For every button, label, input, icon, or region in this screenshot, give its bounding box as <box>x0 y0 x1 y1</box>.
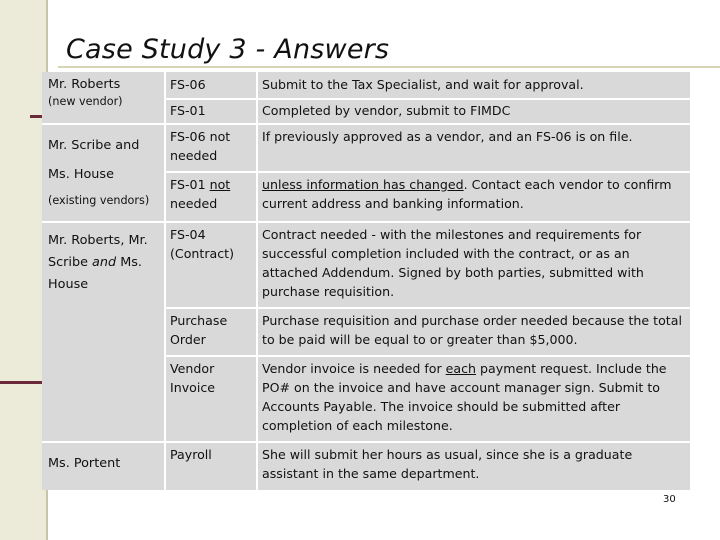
form-payroll: Payroll <box>164 442 256 490</box>
person-name-line2 <box>48 252 158 274</box>
person-name-conjunction: and <box>92 255 117 270</box>
form-fs06: FS-06 <box>164 72 256 98</box>
person-name: Ms. Portent <box>48 456 121 471</box>
person-name-part: Scribe <box>48 255 93 270</box>
page-number: 30 <box>663 494 676 505</box>
table-divider <box>42 441 690 443</box>
desc-fs01-not-needed <box>256 172 690 222</box>
person-name: Mr. Roberts <box>48 77 121 92</box>
form-fs04: FS-04 (Contract) <box>164 222 256 308</box>
person-name-line1: Mr. Scribe and <box>48 138 140 153</box>
form-part: FS-01 <box>170 177 210 192</box>
desc-payroll: She will submit her hours as usual, since she is a graduate assistant in the same department. <box>256 442 690 490</box>
table-divider <box>164 355 690 357</box>
form-vendor-invoice: Vendor Invoice <box>164 356 256 442</box>
title-rule <box>58 66 720 68</box>
person-name-line3: House <box>48 277 89 292</box>
desc-vendor-invoice <box>256 356 690 442</box>
cell-scribe-house <box>42 124 164 222</box>
desc-fs01: Completed by vendor, submit to FIMDC <box>256 98 690 124</box>
table-divider <box>164 171 690 173</box>
cell-all-three <box>42 222 164 442</box>
form-purchase-order: Purchase Order <box>164 308 256 356</box>
table-divider <box>42 221 690 223</box>
form-fs01: FS-01 <box>164 98 256 124</box>
desc-fs06-not-needed: If previously approved as a vendor, and an FS-06 is on file. <box>256 124 690 172</box>
table-divider <box>42 123 690 125</box>
person-note: (existing vendors) <box>48 194 150 207</box>
person-name-part: Ms. <box>116 255 142 270</box>
form-part: needed <box>170 196 218 211</box>
desc-fs04: Contract needed - with the milestones and requirements for successful completion included with the contract, or as an attached Addendum. Signed by both parties, submitted with purchase requisition. <box>256 222 690 308</box>
form-fs06-not-needed: FS-06 not needed <box>164 124 256 172</box>
answers-table <box>42 72 690 490</box>
table-divider <box>164 307 690 309</box>
left-decor-band <box>0 0 46 540</box>
desc-part-underlined: unless information has changed <box>262 177 464 192</box>
desc-fs06: Submit to the Tax Specialist, and wait for approval. <box>256 72 690 98</box>
cell-roberts <box>42 72 164 124</box>
desc-part: . Contact each vendor to confirm current address and banking information. <box>262 177 672 211</box>
slide-title: Case Study 3 - Answers <box>66 34 390 65</box>
form-fs01-not-needed <box>164 172 256 222</box>
table-divider <box>164 72 166 490</box>
decor-accent-bar-lower <box>0 381 48 384</box>
person-name-line1: Mr. Roberts, Mr. <box>48 233 148 248</box>
table-divider <box>164 98 690 100</box>
table-divider <box>256 72 258 490</box>
desc-purchase-order: Purchase requisition and purchase order needed because the total to be paid will be equal to or greater than $5,000. <box>256 308 690 356</box>
person-name-line2: Ms. House <box>48 167 114 182</box>
desc-part: Vendor invoice is needed for <box>262 361 446 376</box>
cell-portent <box>42 442 164 490</box>
desc-part: payment request. Include the PO# on the invoice and have account manager sign. Submit to Accounts Payable. The invoice should be submitted after completion of each milestone. <box>262 361 667 433</box>
desc-part-underlined: each <box>445 361 477 376</box>
form-part-underlined: not <box>209 177 231 192</box>
person-note: (new vendor) <box>48 95 123 108</box>
